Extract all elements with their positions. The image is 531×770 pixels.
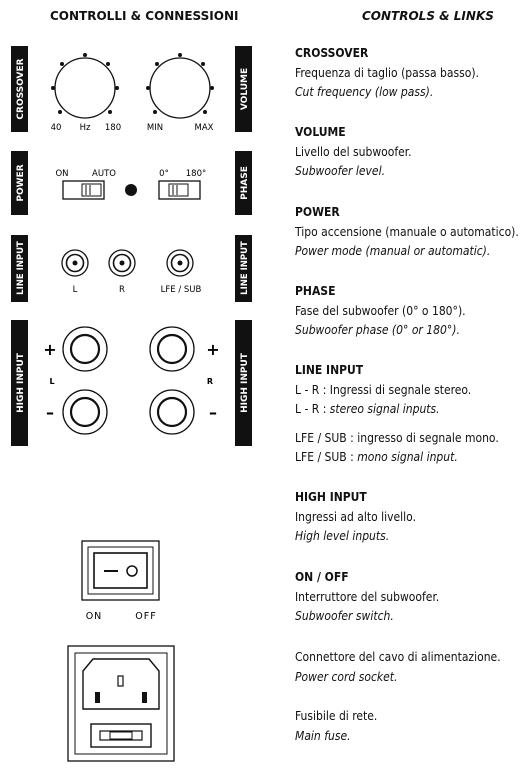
label-phase <box>235 151 252 215</box>
description-it: Fusibile di rete. <box>295 709 378 723</box>
crossover-unit-label: Hz <box>79 123 91 133</box>
volume-min-label: MIN <box>146 123 164 133</box>
svg-text:HIGH INPUT: HIGH INPUT <box>240 353 250 413</box>
phase-switch[interactable] <box>159 181 200 199</box>
line-input-lr-it: L - R : Ingressi di segnale stereo. <box>295 382 472 397</box>
power-on-label: ON <box>55 169 69 179</box>
description-en: Subwoofer switch. <box>295 609 394 623</box>
line-input-lr-en: L - R : stereo signal inputs. <box>295 402 440 416</box>
description-en: Power mode (manual or automatic). <box>295 244 491 258</box>
section-on-off <box>295 568 439 627</box>
section-title: CROSSOVER <box>295 46 369 60</box>
section-line-input <box>295 361 499 468</box>
description-en: Cut frequency (low pass). <box>295 85 434 99</box>
section-title: POWER <box>295 205 340 219</box>
description-it: Frequenza di taglio (passa basso). <box>295 65 480 80</box>
rca-lfe-jack[interactable] <box>167 250 193 276</box>
rca-right-label: R <box>119 285 125 295</box>
label-volume <box>235 46 252 132</box>
terminal-left-plus-sign: + <box>43 340 57 359</box>
header-controls-en: CONTROLS & LINKS <box>362 9 494 23</box>
section-high-input <box>295 488 416 547</box>
svg-text:LINE INPUT: LINE INPUT <box>240 241 250 295</box>
phase-0-label: 0° <box>159 169 169 179</box>
power-led <box>125 184 137 196</box>
description-it: Ingressi ad alto livello. <box>295 509 417 524</box>
terminal-right-plus-sign: + <box>206 340 220 359</box>
rca-right-jack[interactable] <box>109 250 135 276</box>
section-title: HIGH INPUT <box>295 490 367 504</box>
terminal-left-minus-sign: – <box>46 403 54 422</box>
crossover-max-label: 180 <box>104 123 122 133</box>
header-controls-it: CONTROLLI & CONNESSIONI <box>50 9 239 23</box>
description-en: Main fuse. <box>295 728 351 743</box>
section-fuse <box>295 707 377 746</box>
svg-text:HIGH INPUT: HIGH INPUT <box>16 353 26 413</box>
section-power-socket <box>295 648 501 687</box>
terminal-right-label: R <box>206 377 214 386</box>
section-title: PHASE <box>295 284 336 298</box>
rca-left-jack[interactable] <box>62 250 88 276</box>
crossover-knob[interactable] <box>51 53 119 118</box>
section-phase <box>295 282 466 341</box>
section-volume <box>295 123 412 182</box>
description-en: Subwoofer phase (0° or 180°). <box>295 323 460 337</box>
label-high-input-left <box>11 320 28 446</box>
rca-left-label: L <box>72 285 78 295</box>
high-input-left-plus-terminal[interactable] <box>63 327 107 371</box>
section-power <box>295 203 519 262</box>
terminal-right-minus-sign: – <box>209 403 217 422</box>
label-line-input-right <box>235 235 252 302</box>
svg-text:VOLUME: VOLUME <box>240 67 250 111</box>
description-it: Fase del subwoofer (0° o 180°). <box>295 303 466 318</box>
main-power-switch[interactable] <box>82 541 159 600</box>
rca-lfe-label: LFE / SUB <box>160 285 202 295</box>
description-it: Connettore del cavo di alimentazione. <box>295 650 501 664</box>
label-power <box>11 151 28 215</box>
section-title: ON / OFF <box>295 570 349 584</box>
terminal-left-label: L <box>49 377 55 386</box>
phase-180-label: 180° <box>185 169 207 179</box>
volume-max-label: MAX <box>194 123 214 133</box>
description-en: Subwoofer level. <box>295 164 385 178</box>
description-it: Tipo accensione (manuale o automatico). <box>295 224 519 239</box>
label-crossover <box>11 46 28 132</box>
high-input-right-plus-terminal[interactable] <box>150 327 194 371</box>
svg-text:POWER: POWER <box>16 164 26 202</box>
power-auto-label: AUTO <box>92 169 116 179</box>
section-title: LINE INPUT <box>295 363 364 377</box>
description-it: Interruttore del subwoofer. <box>295 589 440 604</box>
high-input-right-minus-terminal[interactable] <box>150 390 194 434</box>
main-switch-on-label: ON <box>85 611 103 622</box>
main-switch-off-label: OFF <box>135 611 157 622</box>
svg-text:CROSSOVER: CROSSOVER <box>16 58 26 120</box>
svg-text:LINE INPUT: LINE INPUT <box>16 241 26 295</box>
description-en: High level inputs. <box>295 529 390 543</box>
section-crossover <box>295 44 479 103</box>
description-it: Livello del subwoofer. <box>295 144 412 159</box>
svg-text:PHASE: PHASE <box>240 166 250 200</box>
label-line-input-left <box>11 235 28 302</box>
volume-knob[interactable] <box>146 53 214 118</box>
section-title: VOLUME <box>295 125 346 139</box>
crossover-min-label: 40 <box>50 123 62 133</box>
high-input-left-minus-terminal[interactable] <box>63 390 107 434</box>
label-high-input-right <box>235 320 252 446</box>
power-mode-switch[interactable] <box>63 181 104 199</box>
description-en: Power cord socket. <box>295 669 398 684</box>
line-input-lfe-en: LFE / SUB : mono signal input. <box>295 450 458 464</box>
main-fuse-holder[interactable] <box>91 724 151 747</box>
line-input-lfe-it: LFE / SUB : ingresso di segnale mono. <box>295 430 499 445</box>
